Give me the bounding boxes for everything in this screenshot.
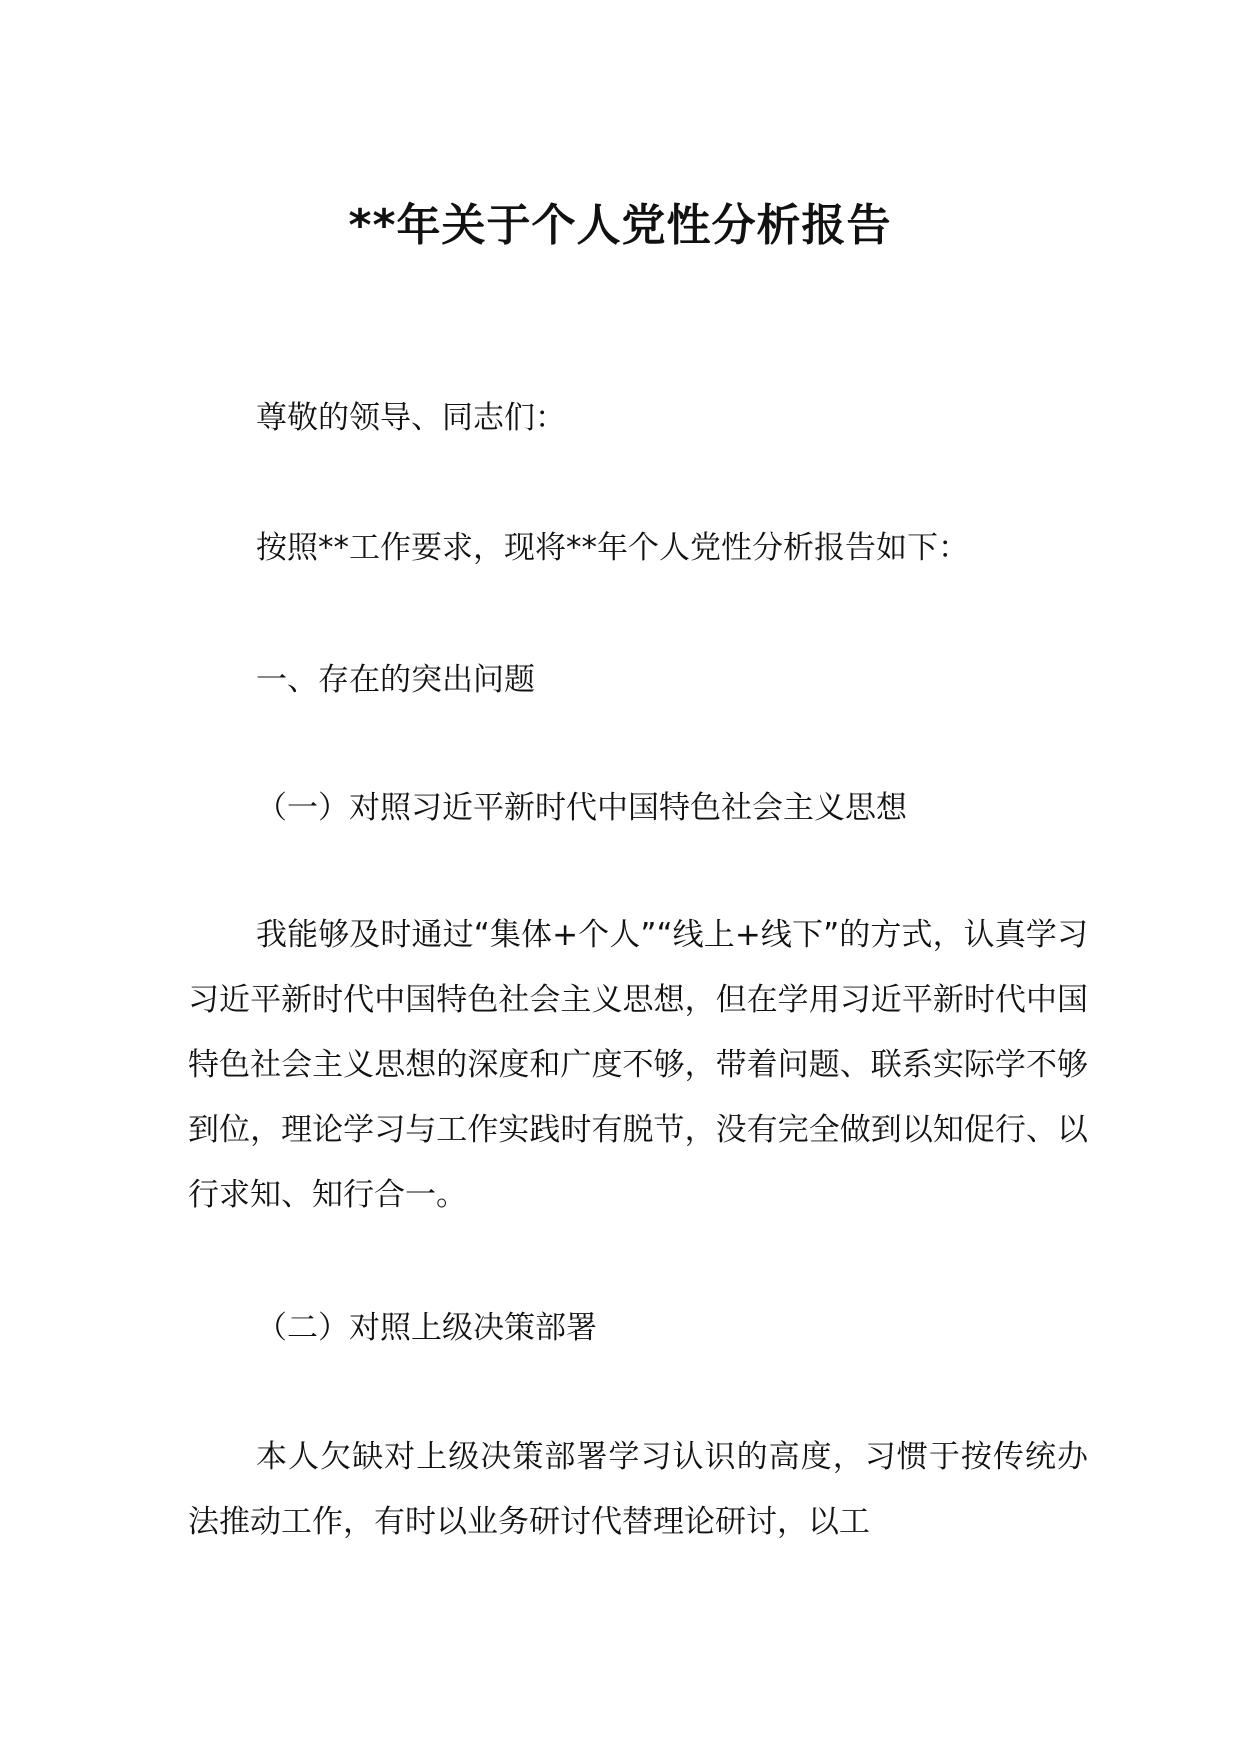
greeting: 尊敬的领导、同志们： — [256, 400, 566, 436]
subsection-paragraph-theory: 我能够及时通过“集体+个人”“线上+线下”的方式，认真学习习近平新时代中国特色社会主义思想，但在学用习近平新时代中国特色社会主义思想的深度和广度不够，带着问题、联系实际学不够到位，理论学习与工作实践时有脱节，没有完全做到以知促行、以行求知、知行合一。 — [188, 917, 1088, 1213]
subsection-heading-theory: （一）对照习近平新时代中国特色社会主义思想 — [256, 790, 907, 826]
intro-paragraph: 按照**工作要求，现将**年个人党性分析报告如下： — [256, 530, 969, 566]
subsection-paragraph-decisions: 本人欠缺对上级决策部署学习认识的高度，习惯于按传统办法推动工作，有时以业务研讨代替理论研讨，以工 — [188, 1439, 1088, 1540]
section-heading-problems: 一、存在的突出问题 — [256, 662, 535, 698]
document-title: **年关于个人党性分析报告 — [348, 200, 892, 251]
subsection-heading-decisions: （二）对照上级决策部署 — [256, 1310, 597, 1346]
